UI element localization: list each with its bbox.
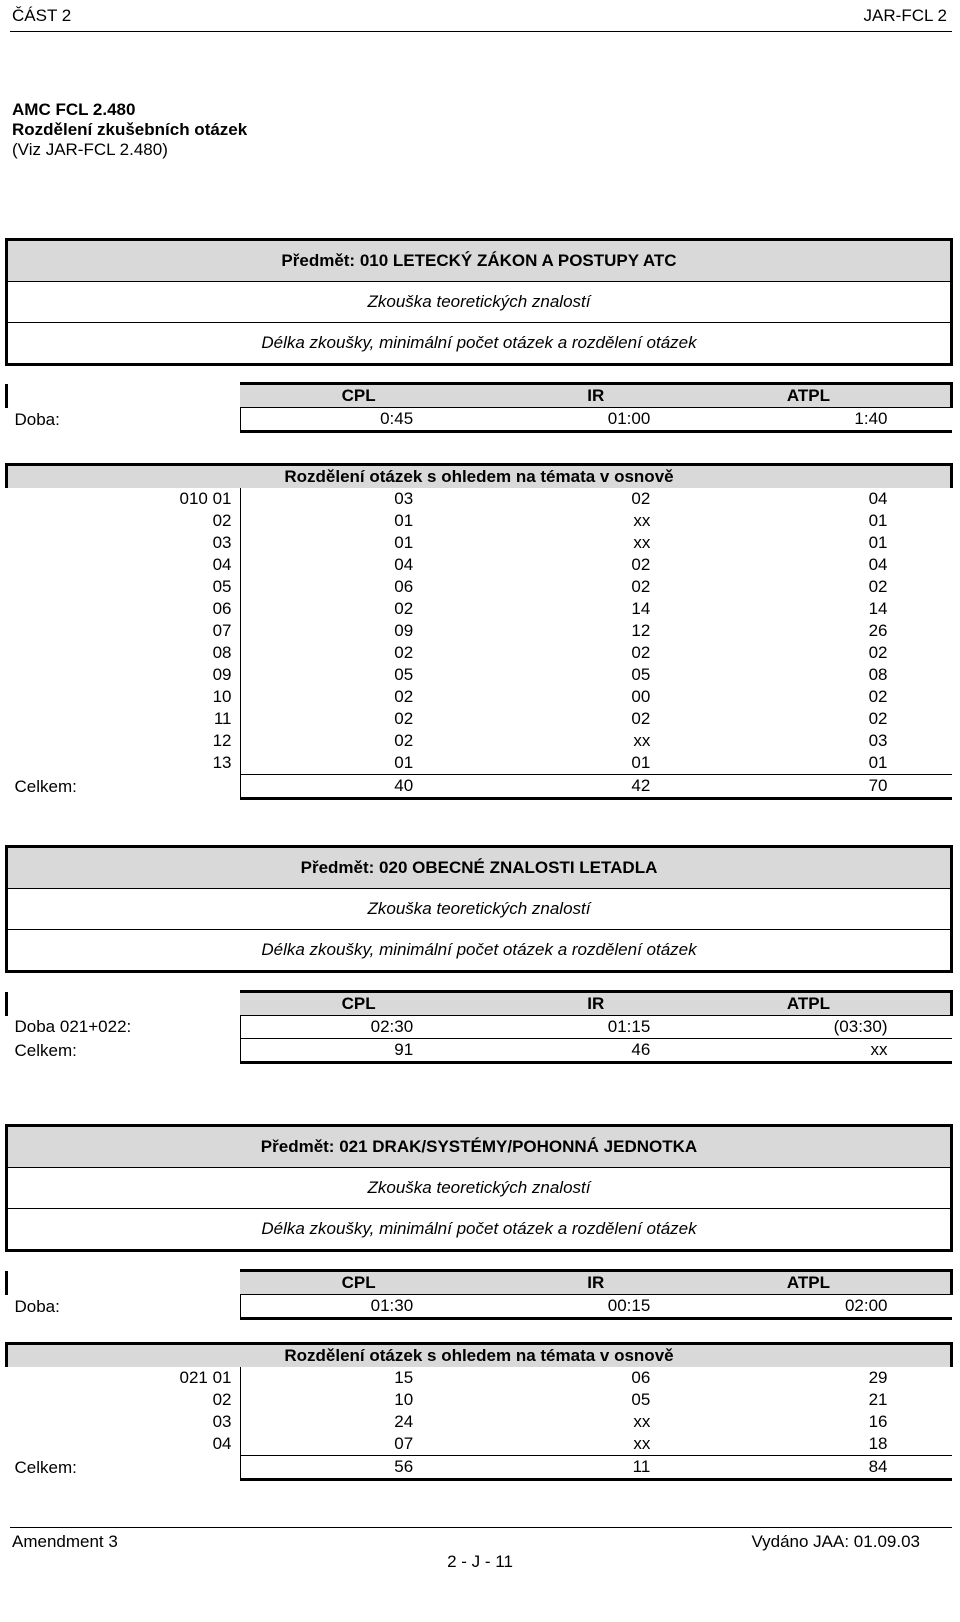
- topic-code: 06: [212, 599, 232, 618]
- time-row: [7, 408, 952, 432]
- total-label: Celkem:: [14, 1457, 77, 1477]
- ir-count: 01: [631, 753, 651, 772]
- table-row: [7, 1367, 952, 1389]
- topic-code: 09: [212, 665, 232, 684]
- time-ir: 01:15: [477, 1016, 714, 1039]
- cpl-count: 24: [240, 1411, 477, 1433]
- col-ir: IR: [477, 992, 714, 1016]
- intro-block: [12, 100, 247, 160]
- footer-amendment: Amendment 3: [12, 1532, 118, 1551]
- time-atpl: (03:30): [714, 1016, 951, 1039]
- ir-count: 00: [631, 687, 651, 706]
- table-row: [7, 664, 952, 686]
- total-cpl: 91: [240, 1039, 477, 1063]
- ir-count: 05: [631, 1390, 651, 1409]
- col-cpl: CPL: [240, 384, 477, 408]
- atpl-count: 03: [868, 731, 888, 750]
- table-row: [7, 488, 952, 510]
- cpl-count: 02: [240, 598, 477, 620]
- intro-title: Rozdělení zkušebních otázek: [12, 120, 248, 139]
- time-atpl: 1:40: [714, 408, 951, 432]
- time-label: Doba:: [14, 409, 60, 429]
- table-row: [7, 1389, 952, 1411]
- table-header-row: [7, 992, 952, 1016]
- exam-type: Zkouška teoretických znalostí: [8, 281, 950, 322]
- cpl-count: 02: [240, 686, 477, 708]
- cpl-count: 15: [240, 1367, 477, 1389]
- distribution-title: Rozdělení otázek s ohledem na témata v osnově: [7, 1344, 952, 1368]
- time-ir: 00:15: [477, 1295, 714, 1319]
- footer-issued: Vydáno JAA: 01.09.03: [751, 1532, 920, 1551]
- amc-reference: AMC FCL 2.480: [12, 100, 136, 119]
- time-cpl: 0:45: [240, 408, 477, 432]
- atpl-count: 02: [868, 709, 888, 728]
- total-label: Celkem:: [14, 1040, 77, 1060]
- table-row: [7, 752, 952, 775]
- time-ir: 01:00: [477, 408, 714, 432]
- topic-code: 13: [212, 753, 232, 773]
- total-atpl: xx: [714, 1039, 951, 1063]
- cpl-count: 01: [240, 532, 477, 554]
- table-header-row: [7, 384, 952, 408]
- ir-count: xx: [633, 511, 651, 530]
- atpl-count: 21: [868, 1390, 888, 1409]
- cpl-count: 05: [240, 664, 477, 686]
- atpl-count: 14: [868, 599, 888, 618]
- topic-code: 010 01: [179, 489, 232, 508]
- exam-type: Zkouška teoretických znalostí: [8, 888, 950, 929]
- cpl-count: 06: [240, 576, 477, 598]
- topic-code: 07: [212, 621, 232, 640]
- time-cpl: 01:30: [240, 1295, 477, 1319]
- subject-020-table: [5, 990, 953, 1064]
- exam-length-caption: Délka zkoušky, minimální počet otázek a rozdělení otázek: [8, 1208, 950, 1249]
- table-row: [7, 620, 952, 642]
- topic-code: 11: [213, 709, 232, 728]
- distribution-header: [7, 465, 952, 489]
- ir-count: 02: [631, 577, 651, 596]
- col-ir: IR: [477, 384, 714, 408]
- ir-count: 05: [631, 665, 651, 684]
- table-row: [7, 1411, 952, 1433]
- topic-code: 03: [212, 533, 232, 552]
- cpl-count: 01: [240, 752, 477, 775]
- subject-010-header: [5, 238, 953, 366]
- total-label: Celkem:: [14, 776, 77, 796]
- ir-count: 06: [631, 1368, 651, 1387]
- table-header-row: [7, 1271, 952, 1295]
- subject-010-table: [5, 382, 953, 800]
- total-ir: 42: [477, 775, 714, 799]
- col-cpl: CPL: [240, 1271, 477, 1295]
- table-row: [7, 576, 952, 598]
- subject-021-title: Předmět: 021 DRAK/SYSTÉMY/POHONNÁ JEDNOTKA: [8, 1127, 950, 1167]
- total-row: [7, 1456, 952, 1480]
- ir-count: 02: [631, 709, 651, 728]
- topic-code: 03: [212, 1412, 232, 1431]
- atpl-count: 02: [868, 687, 888, 706]
- table-row: [7, 554, 952, 576]
- header-regulation: JAR-FCL 2: [863, 6, 947, 25]
- time-row: [7, 1016, 952, 1039]
- atpl-count: 01: [868, 511, 888, 530]
- cpl-count: 02: [240, 730, 477, 752]
- topic-code: 02: [212, 1390, 232, 1409]
- topic-code: 04: [212, 1434, 232, 1454]
- cpl-count: 01: [240, 510, 477, 532]
- table-row: [7, 598, 952, 620]
- subject-021-table: [5, 1269, 953, 1481]
- header-part: ČÁST 2: [12, 6, 72, 25]
- atpl-count: 01: [868, 753, 888, 772]
- topic-code: 02: [212, 511, 232, 530]
- total-cpl: 56: [240, 1456, 477, 1480]
- total-atpl: 84: [714, 1456, 951, 1480]
- atpl-count: 08: [868, 665, 888, 684]
- atpl-count: 04: [868, 555, 888, 574]
- table-row: [7, 642, 952, 664]
- atpl-count: 16: [868, 1412, 888, 1431]
- intro-see-also: (Viz JAR-FCL 2.480): [12, 140, 168, 159]
- subject-010-title: Předmět: 010 LETECKÝ ZÁKON A POSTUPY ATC: [8, 241, 950, 281]
- time-atpl: 02:00: [714, 1295, 951, 1319]
- page-number: 2 - J - 11: [447, 1552, 513, 1571]
- topic-code: 10: [212, 687, 232, 706]
- table-row: [7, 730, 952, 752]
- atpl-count: 01: [868, 533, 888, 552]
- subject-020-header: [5, 845, 953, 973]
- exam-type: Zkouška teoretických znalostí: [8, 1167, 950, 1208]
- total-row: [7, 1039, 952, 1063]
- col-atpl: ATPL: [714, 1271, 951, 1295]
- cpl-count: 02: [240, 642, 477, 664]
- exam-length-caption: Délka zkoušky, minimální počet otázek a rozdělení otázek: [8, 322, 950, 363]
- col-atpl: ATPL: [714, 384, 951, 408]
- atpl-count: 29: [868, 1368, 888, 1387]
- total-ir: 46: [477, 1039, 714, 1063]
- time-cpl: 02:30: [240, 1016, 477, 1039]
- time-label: Doba:: [14, 1296, 60, 1316]
- ir-count: 02: [631, 643, 651, 662]
- ir-count: xx: [633, 731, 651, 750]
- atpl-count: 02: [868, 577, 888, 596]
- table-row: [7, 1433, 952, 1456]
- ir-count: xx: [633, 1412, 651, 1431]
- total-atpl: 70: [714, 775, 951, 799]
- ir-count: 02: [631, 489, 651, 508]
- distribution-header: [7, 1344, 952, 1368]
- total-ir: 11: [477, 1456, 714, 1480]
- cpl-count: 07: [240, 1433, 477, 1456]
- table-row: [7, 708, 952, 730]
- topic-code: 05: [212, 577, 232, 596]
- topic-code: 04: [212, 555, 232, 574]
- cpl-count: 02: [240, 708, 477, 730]
- header-divider: [10, 31, 952, 32]
- ir-count: xx: [633, 533, 651, 552]
- time-row: [7, 1295, 952, 1319]
- ir-count: 12: [631, 621, 651, 640]
- total-row: [7, 775, 952, 799]
- col-cpl: CPL: [240, 992, 477, 1016]
- ir-count: xx: [633, 1434, 651, 1453]
- atpl-count: 04: [868, 489, 888, 508]
- cpl-count: 03: [240, 488, 477, 510]
- atpl-count: 26: [868, 621, 888, 640]
- table-row: [7, 510, 952, 532]
- col-ir: IR: [477, 1271, 714, 1295]
- cpl-count: 09: [240, 620, 477, 642]
- cpl-count: 04: [240, 554, 477, 576]
- topic-code: 08: [212, 643, 232, 662]
- distribution-title: Rozdělení otázek s ohledem na témata v osnově: [7, 465, 952, 489]
- time-label: Doba 021+022:: [14, 1017, 132, 1036]
- atpl-count: 02: [868, 643, 888, 662]
- cpl-count: 10: [240, 1389, 477, 1411]
- table-row: [7, 532, 952, 554]
- subject-021-header: [5, 1124, 953, 1252]
- ir-count: 14: [631, 599, 651, 618]
- topic-code: 021 01: [179, 1368, 232, 1387]
- topic-code: 12: [212, 731, 232, 750]
- col-atpl: ATPL: [714, 992, 951, 1016]
- exam-length-caption: Délka zkoušky, minimální počet otázek a rozdělení otázek: [8, 929, 950, 970]
- ir-count: 02: [631, 555, 651, 574]
- table-row: [7, 686, 952, 708]
- subject-020-title: Předmět: 020 OBECNÉ ZNALOSTI LETADLA: [8, 848, 950, 888]
- atpl-count: 18: [868, 1434, 888, 1453]
- footer-divider: [10, 1527, 952, 1528]
- total-cpl: 40: [240, 775, 477, 799]
